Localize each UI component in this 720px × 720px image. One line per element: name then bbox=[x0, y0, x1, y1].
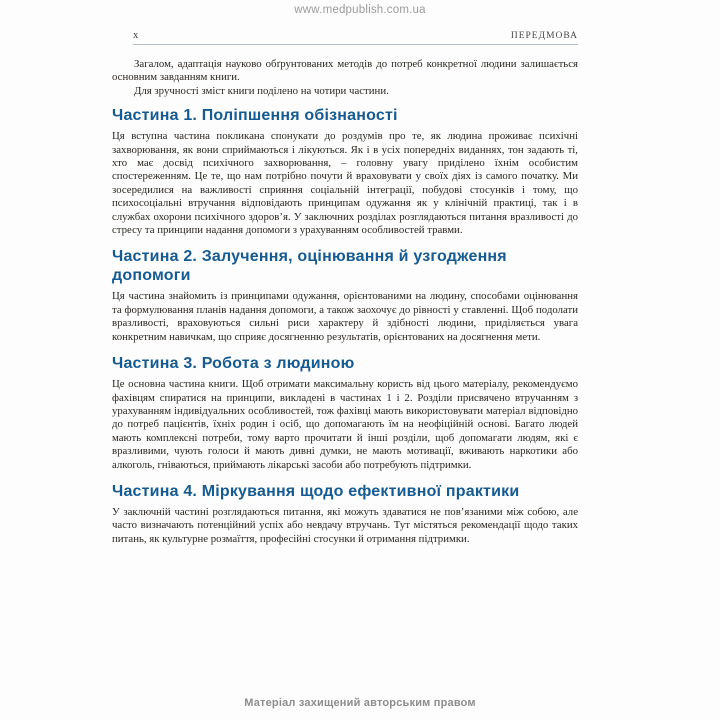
watermark-url: www.medpublish.com.ua bbox=[294, 4, 426, 16]
running-header-title: ПЕРЕДМОВА bbox=[510, 31, 578, 41]
intro-paragraph-2: Для зручності зміст книги поділено на чотири частини. bbox=[134, 84, 389, 97]
section-heading-1: Частина 1. Поліпшення обізнаності bbox=[112, 107, 398, 125]
page-content bbox=[112, 30, 578, 546]
section-heading-2: Частина 2. Залучення, оцінювання й узгодження допомоги bbox=[112, 248, 507, 285]
copyright-notice: Матеріал захищений авторським правом bbox=[244, 697, 476, 709]
section-body-3: Це основна частина книги. Щоб отримати максимальну користь від цього матеріалу, рекомендуємо фахівцям спиратися на принципи, викладені в частинах 1 і 2. Розділи присвячено втручанням з урахуванням індивідуальних особливостей, тож фахівці мають використовувати матеріал відповідно до потреб пацієнтів, їхніх родин і осіб, що допомагають їм на неофіційній основі. Багато людей мають комплексні потреби, тому варто прочитати й інші розділи, щоб допомагати людям, які є вразливими, чують голоси й мають дивні думки, не мають мотивації, вживають наркотики або алкоголь, гніваються, приймають лікарські засоби або потребують підтримки. bbox=[112, 378, 578, 471]
section-body-2: Ця частина знайомить із принципами одужання, орієнтованими на людину, способами оцінювання та формулювання планів надання допомоги, а також заохочує до рівності у ставленні. Щоб подолати вразливості, враховуються сильні риси характеру й здібності людини, приділяється увага конкретним навичкам, що сприяє досягненню результатів, орієнтованих на досягнення мети. bbox=[112, 290, 578, 343]
section-body-4: У заключній частині розглядаються питання, які можуть здаватися не пов’язаними між собою, але часто визначають потенційний успіх або невдачу втручань. Тут містяться рекомендації щодо таких питань, як культурне розмаїття, професійні стосунки й отримання підтримки. bbox=[112, 505, 578, 545]
intro-paragraph-1: Загалом, адаптація науково обґрунтованих методів до потреб конкретної людини залишається основним завданням книги. bbox=[112, 58, 578, 84]
section-body-1: Ця вступна частина покликана спонукати до роздумів про те, як людина проживає психічні захворювання, як вони сприймаються і лікуються. Як і в усіх попередніх виданнях, тон задають ті, хто має досвід психічного захворювання, – головну увагу приділено їхнім особистим спостереженням. Це те, що нам потрібно почути й враховувати у своїх діях із самого початку. Ми зосередилися на важливості сприяння соціальній інтеграції, побудові стосунків і тому, що психосоціальні втручання відповідають принципам одужання як у клінічній практиці, так і в службах охорони психічного здоров’я. У заключних розділах розглядаються питання вразливості до стресу та принципи надання допомоги з урахуванням особливостей травми. bbox=[112, 130, 578, 237]
running-header bbox=[133, 30, 578, 45]
page-number: x bbox=[133, 30, 139, 41]
section-heading-3: Частина 3. Робота з людиною bbox=[112, 355, 355, 373]
section-heading-4: Частина 4. Міркування щодо ефективної практики bbox=[112, 482, 520, 500]
